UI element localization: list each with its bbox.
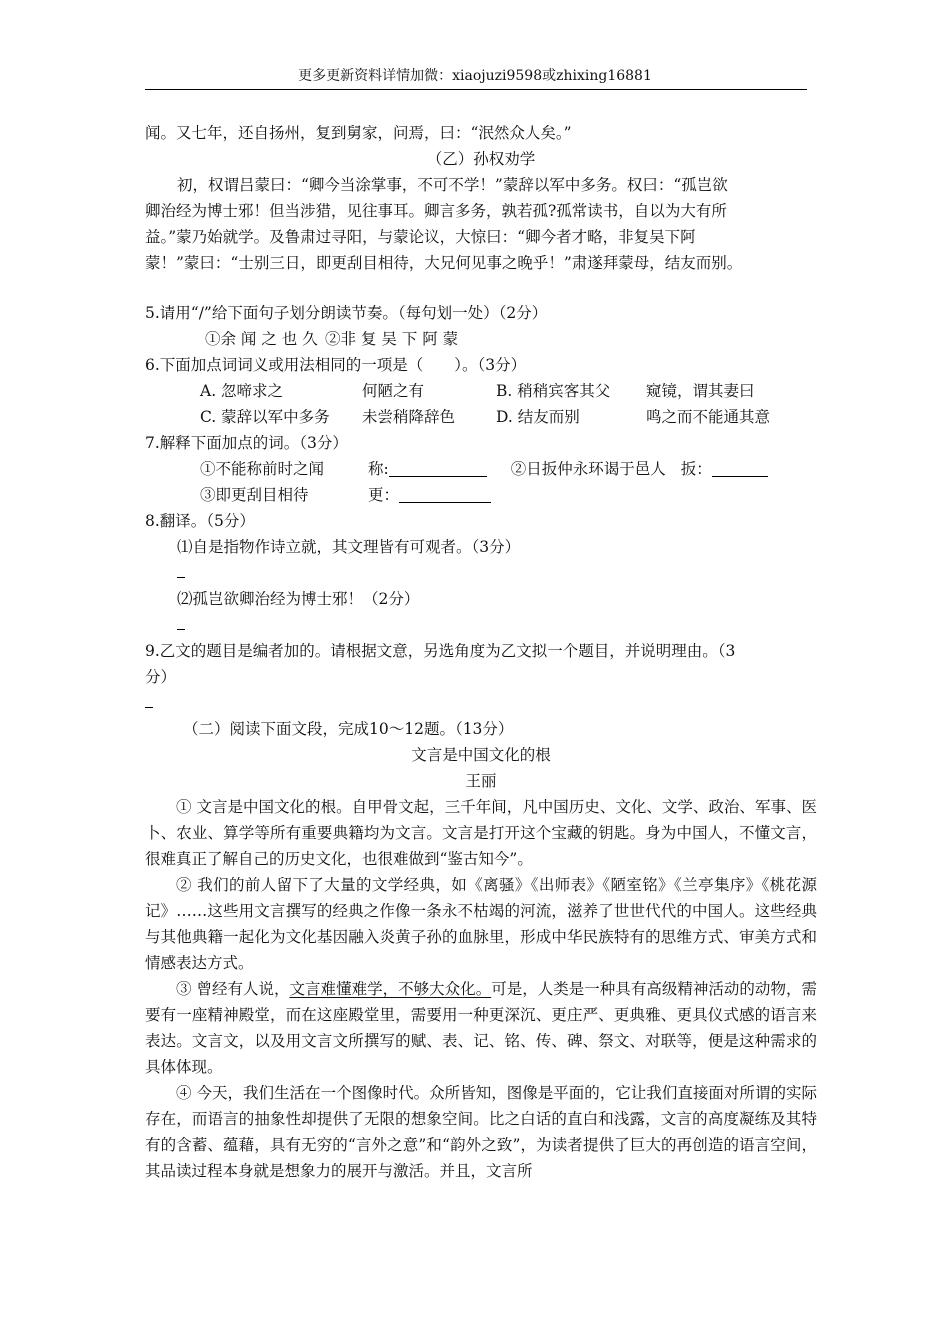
q6-a2: 何陋之有 (362, 382, 425, 400)
q7-item-1: ①不能称前时之闻 (200, 460, 325, 478)
q8-stem: 8.翻译。（5分） (145, 512, 255, 530)
page-header: 更多更新资料详情加微：xiaojuzi9598或zhixing16881 (298, 68, 652, 84)
q5-stem: 5.请用“/”给下面句子划分朗读节奏。（每句划一处）（2分） (145, 304, 548, 322)
q9-stem-line-2: 分） (145, 668, 177, 686)
article-paragraph-2: ② 我们的前人留下了大量的文学经典，如《离骚》《出师表》《陋室铭》《兰亭集序》《桃花源记》……这些用文言撰写的经典之作像一条永不枯竭的河流，滋养了世世代代的中国人。这些经典与其他典籍一起化为文化基因融入炎黄子孙的血脉里，形成中华民族特有的思维方式、审美方式和情感表达方式。 (145, 876, 817, 972)
q7-row-2 (145, 482, 817, 508)
q8-answer-2[interactable] (145, 612, 817, 638)
article-paragraph-4: ④ 今天，我们生活在一个图像时代。众所皆知，图像是平面的，它让我们直接面对所谓的实际存在，而语言的抽象性却提供了无限的想象空间。比之白话的直白和浅露，文言的高度凝练及其特有的含蓄、蕴藉，具有无穷的“言外之意”和“韵外之致”，为读者提供了巨大的再创造的语言空间，其品读过程本身就是想象力的展开与激活。并且，文言所 (145, 1084, 817, 1180)
section-b-line-3: 益。”蒙乃始就学。及鲁肃过寻阳，与蒙论议，大惊曰：“卿今者才略，非复吴下阿 (145, 228, 696, 246)
q7-label-3: 更： (368, 486, 400, 504)
q6-row-1 (145, 378, 817, 404)
article-paragraph-1: ① 文言是中国文化的根。自甲骨文起，三千年间，凡中国历史、文化、文学、政治、军事、医卜、农业、算学等所有重要典籍均为文言。文言是打开这个宝藏的钥匙。身为中国人，不懂文言，很难真正了解自己的历史文化，也很难做到“鉴古知今”。 (145, 798, 817, 868)
q6-stem: 6.下面加点词词义或用法相同的一项是（ ）。（3分） (145, 356, 527, 374)
q7-answer-1[interactable] (389, 460, 487, 477)
section-b-line-2: 卿治经为博士邪！但当涉猎，见往事耳。卿言多务，孰若孤?孤常读书，自以为大有所 (145, 202, 727, 220)
q7-label-1: 称: (368, 460, 389, 478)
q6-c2: 未尝稍降辞色 (362, 408, 456, 426)
q8-sentence-2: ⑵孤岂欲卿治经为博士邪！（2分） (177, 590, 420, 608)
section-b-line-1: 初，权谓吕蒙曰：“卿今当涂掌事，不可不学！”蒙辞以军中多务。权曰：“孤岂欲 (177, 176, 728, 194)
document-body (145, 120, 817, 1184)
q6-d1: D. 结友而别 (496, 408, 580, 426)
q6-b1: B. 稍稍宾客其父 (496, 382, 611, 400)
p3-lead: ③ 曾经有人说， (176, 980, 290, 998)
section-b-title: （乙）孙权劝学 (426, 150, 536, 168)
article-title: 文言是中国文化的根 (411, 746, 551, 764)
q6-a1: A. 忽啼求之 (200, 382, 284, 400)
section-a-end: 闻。又七年，还自扬州，复到舅家，问焉，曰：“泯然众人矣。” (145, 124, 572, 142)
q7-label-2: 扳： (680, 460, 712, 478)
q9-answer[interactable] (145, 690, 817, 716)
p3-rest: 可是，人类是一种具有高级精神活动的动物，需要有一座精神殿堂，而在这座殿堂里，需要用一种更深沉、更庄严、更典雅、更具仪式感的语言来表达。文言文，以及用文言文所撰写的赋、表、记、铭、传、碑、祭文、对联等，便是这种需求的具体体现。 (145, 980, 817, 1076)
q7-row-1 (145, 456, 817, 482)
q7-item-3: ③即更刮目相待 (200, 486, 309, 504)
q7-item-2: ②日扳仲永环谒于邑人 (510, 460, 666, 478)
q7-answer-3[interactable] (399, 486, 491, 503)
q6-row-2 (145, 404, 817, 430)
q5-option-b: ②非 复 吴 下 阿 蒙 (325, 330, 459, 348)
article-paragraph-3 (145, 976, 817, 1080)
p3-underlined-sentence: 文言难懂难学，不够大众化。 (289, 980, 492, 998)
q8-answer-1[interactable] (145, 560, 817, 586)
section-b-line-4: 蒙！”蒙曰：“士别三日，即更刮目相待，大兄何见事之晚乎！”肃遂拜蒙母，结友而别。 (145, 254, 743, 272)
q9-stem-line-1: 9.乙文的题目是编者加的。请根据文意，另选角度为乙文拟一个题目，并说明理由。（3 (145, 642, 736, 660)
q7-answer-2[interactable] (712, 460, 768, 477)
q5-option-a: ①余 闻 之 也 久 (205, 330, 318, 348)
part2-intro: （二）阅读下面文段，完成10～12题。（13分） (183, 720, 514, 738)
q5-options (145, 326, 817, 352)
q8-sentence-1: ⑴自是指物作诗立就，其文理皆有可观者。（3分） (177, 538, 521, 556)
q7-stem: 7.解释下面加点的词。（3分） (145, 434, 348, 452)
q6-b2: 窥镜，谓其妻曰 (646, 382, 755, 400)
q6-c1: C. 蒙辞以军中多务 (200, 408, 330, 426)
header-rule (145, 89, 807, 90)
article-author: 王丽 (465, 772, 497, 790)
q6-d2: 鸣之而不能通其意 (646, 408, 771, 426)
